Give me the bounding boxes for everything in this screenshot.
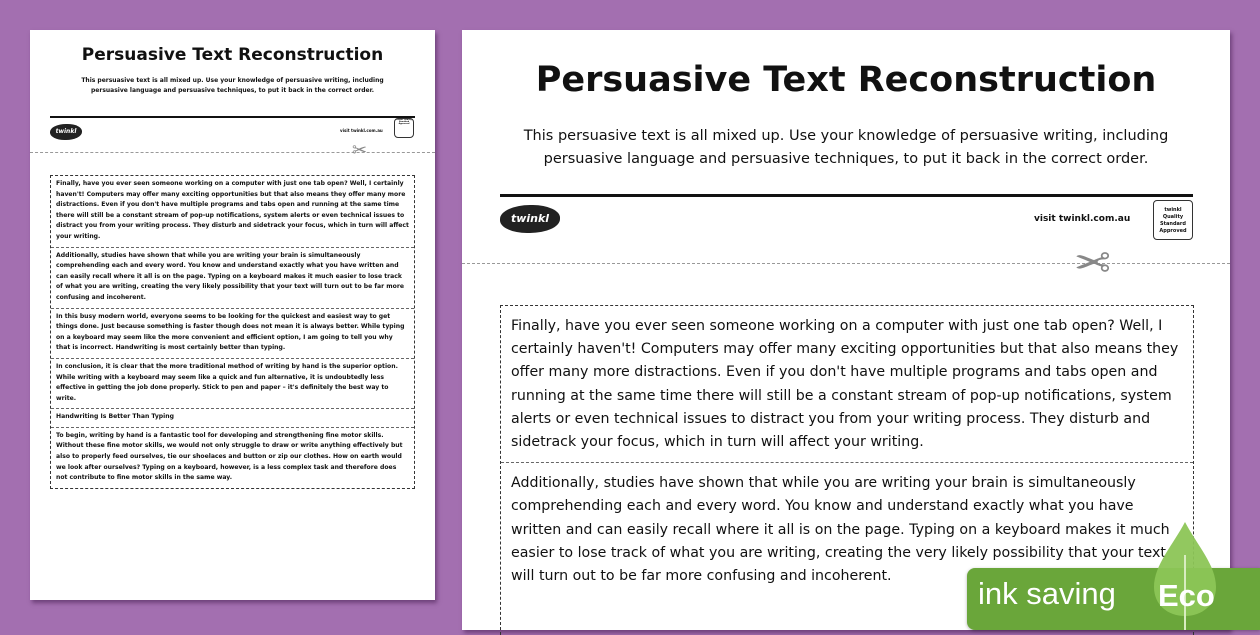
twinkl-logo: twinkl [500, 205, 560, 233]
scissors-icon: ✂ [352, 140, 368, 161]
text-strip: To begin, writing by hand is a fantastic tool for developing and strengthening fine motor skills. Without these fine motor skills, we would not only struggle to draw or write anything effectively but also to properly feed ourselves, tie our shoelaces and button or zip our clothes. How on earth would we look after ourselves? Typing on a keyboard, however, is a less complex task and therefore does not contribute to fine motor skills in the same way. [56, 431, 403, 482]
text-strip-text: Additionally, studies have shown that while you are writing your brain is simultaneously comprehending each and every word. You know and understand exactly what you have written and can easily recall where it all is on the page. Typing on a keyboard makes it much easier to lose track of what you are writing, creating the very likely possibility that your text will turn out to be far more confusing and incoherent. [511, 475, 1170, 585]
page-title: Persuasive Text Reconstruction [81, 45, 384, 65]
instructions: This persuasive text is all mixed up. Use your knowledge of persuasive writing, including persuasive language and persuasive techniques, to put it back in the correct order. [81, 77, 384, 94]
text-strip: Additionally, studies have shown that while you are writing your brain is simultaneously comprehending each and every word. You know and understand exactly what you have written and can easily recall where it all is on the page. Typing on a keyboard makes it much easier to lose track of what you are writing, creating the very likely possibility that your text will turn out to be far more confusing and incoherent. [51, 248, 414, 309]
eco-label: Eco [1158, 578, 1215, 613]
text-strip: In this busy modern world, everyone seems to be looking for the quickest and easiest way to get things done. Just because something is faster though does not mean it is always better. While typing on a keyboard may seem like the more convenient and efficient option, I am going to tell you why that is incorrect. Handwriting is most certainly better than typing. [51, 309, 414, 359]
quality-badge: twinkl Quality Standard Approved [394, 118, 414, 138]
eco-badge-text: ink saving [978, 576, 1116, 611]
text-strips [50, 175, 415, 489]
website-link: visit twinkl.com.au [340, 128, 383, 133]
instructions: This persuasive text is all mixed up. Use your knowledge of persuasive writing, including persuasive language and persuasive techniques, to put it back in the correct order. [523, 128, 1169, 167]
twinkl-logo: twinkl [50, 124, 82, 140]
cut-line [30, 152, 435, 153]
website-link: visit twinkl.com.au [1034, 214, 1131, 224]
page-title: Persuasive Text Reconstruction [535, 60, 1157, 100]
text-strip: In conclusion, it is clear that the more traditional method of writing by hand is the superior option. While writing with a keyboard may seem like a quick and fun alternative, it is undoubtedly less effective in getting the job done properly. Stick to pen and paper – it's definitely the best way to write. [51, 359, 414, 409]
text-strip-heading: Handwriting Is Better Than Typing [51, 409, 414, 428]
page-thumbnail[interactable] [30, 30, 435, 600]
scissors-icon: ✂ [1074, 238, 1111, 289]
text-strip: Finally, have you ever seen someone working on a computer with just one tab open? Well, I certainly haven't! Computers may offer many exciting opportunities but that also means they offer many more distractions. Even if you don't have multiple programs and tabs open and running at the same time there will still be a constant stream of pop-up notifications, system alerts or even technical issues to distract you from your writing process. They disturb and sidetrack your focus, which in turn will affect your writing. [51, 176, 414, 248]
page-enlarged[interactable] [462, 30, 1230, 630]
divider [50, 116, 415, 118]
quality-badge: twinkl Quality Standard Approved [1153, 200, 1193, 240]
cut-line [462, 263, 1230, 264]
text-strip: Finally, have you ever seen someone working on a computer with just one tab open? Well, I certainly haven't! Computers may offer many exciting opportunities but that also means they offer many more distractions. Even if you don't have multiple programs and tabs open and running at the same time there will still be a constant stream of pop-up notifications, system alerts or even technical issues to distract you from your writing process. They disturb and sidetrack your focus, which in turn will affect your writing. [501, 306, 1193, 463]
divider [500, 194, 1193, 197]
